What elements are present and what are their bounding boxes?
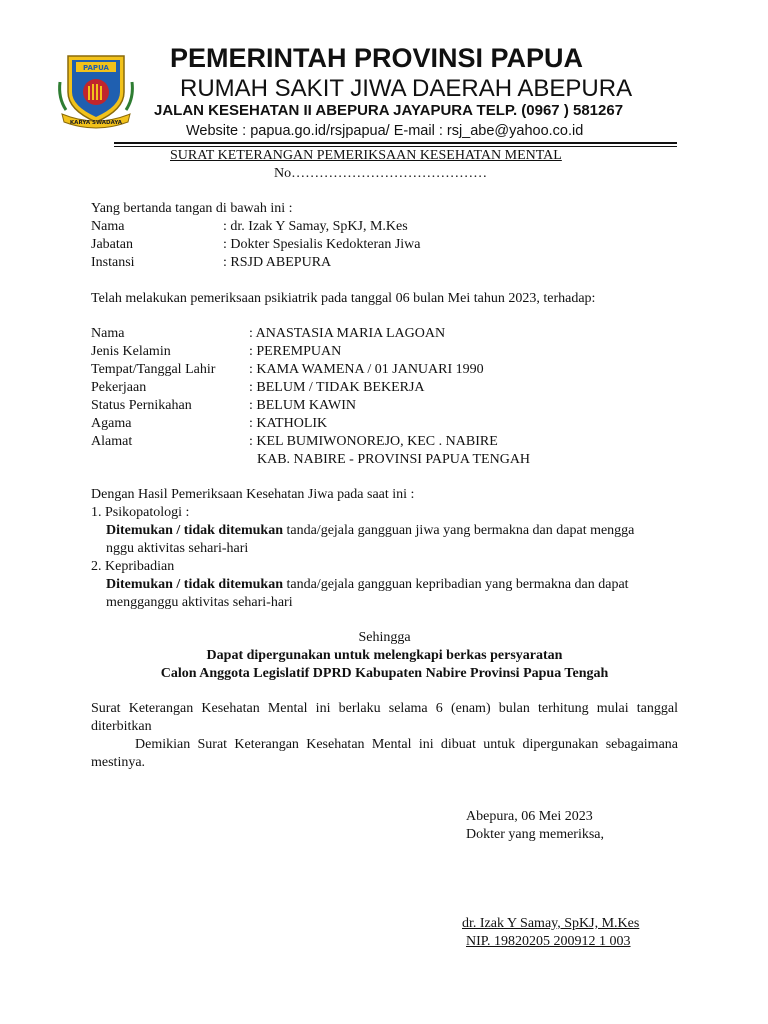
logo-ribbon-text: KARYA SWADAYA (69, 120, 123, 126)
patient-label-occupation: Pekerjaan (91, 380, 147, 395)
patient-label-marital: Status Pernikahan (91, 398, 192, 413)
patient-value-address: : KEL BUMIWONOREJO, KEC . NABIRE (249, 434, 498, 449)
validity-statement: Surat Keterangan Kesehatan Mental ini berlaku selama 6 (enam) bulan terhitung mulai tanggal diterbitkan (91, 701, 678, 734)
header-address: JALAN KESEHATAN II ABEPURA JAYAPURA TELP. (0967 ) 581267 (154, 102, 624, 119)
signer-value-institution: : RSJD ABEPURA (223, 255, 332, 270)
patient-value-marital: : BELUM KAWIN (249, 398, 356, 413)
results-item1-line2: nggu aktivitas sehari-hari (106, 541, 249, 556)
results-item1-label: 1. Psikopatologi : (91, 505, 190, 520)
results-item2-label: 2. Kepribadian (91, 559, 175, 574)
signer-value-position: : Dokter Spesialis Kedokteran Jiwa (223, 237, 421, 252)
letter-title: SURAT KETERANGAN PEMERIKSAAN KESEHATAN MENTAL (170, 148, 562, 163)
results-item2-rest: tanda/gejala gangguan kepribadian yang bermakna dan dapat (282, 577, 629, 592)
header-government: PEMERINTAH PROVINSI PAPUA (170, 43, 584, 73)
patient-value-gender: : PEREMPUAN (249, 344, 342, 359)
results-item2-text (106, 576, 629, 594)
results-item1-text (106, 522, 634, 540)
patient-value-name: : ANASTASIA MARIA LAGOAN (249, 326, 446, 341)
patient-value-religion: : KATHOLIK (249, 416, 328, 431)
signature-place-date: Abepura, 06 Mei 2023 (466, 809, 593, 824)
patient-label-birth: Tempat/Tanggal Lahir (91, 362, 216, 377)
signer-label-position: Jabatan (91, 237, 133, 252)
results-item2-line2: mengganggu aktivitas sehari-hari (106, 595, 293, 610)
exam-statement: Telah melakukan pemeriksaan psikiatrik pada tanggal 06 bulan Mei tahun 2023, terhadap: (91, 291, 596, 306)
signature-nip: NIP. 19820205 200912 1 003 (466, 934, 631, 949)
patient-value-birth: : KAMA WAMENA / 01 JANUARI 1990 (249, 362, 484, 377)
results-intro: Dengan Hasil Pemeriksaan Kesehatan Jiwa pada saat ini : (91, 487, 415, 502)
closing-statement: Demikian Surat Keterangan Kesehatan Mental ini dibuat untuk dipergunakan sebagaimana mestinya. (91, 737, 678, 770)
signer-label-name: Nama (91, 219, 125, 234)
patient-value-address-line2: KAB. NABIRE - PROVINSI PAPUA TENGAH (257, 452, 531, 467)
signer-intro: Yang bertanda tangan di bawah ini : (91, 201, 293, 216)
letter-number: No…………………………………… (274, 166, 488, 181)
signature-role: Dokter yang memeriksa, (466, 827, 605, 842)
signature-name: dr. Izak Y Samay, SpKJ, M.Kes (462, 916, 640, 931)
patient-label-religion: Agama (91, 416, 132, 431)
signer-value-name: : dr. Izak Y Samay, SpKJ, M.Kes (223, 219, 408, 234)
patient-label-gender: Jenis Kelamin (91, 344, 171, 359)
patient-value-occupation: : BELUM / TIDAK BEKERJA (249, 380, 425, 395)
patient-label-name: Nama (91, 326, 125, 341)
signer-label-institution: Instansi (91, 255, 135, 270)
logo-text-top: PAPUA (83, 64, 109, 72)
patient-label-address: Alamat (91, 434, 133, 449)
conclusion-sehingga: Sehingga (358, 630, 411, 645)
conclusion-line2: Calon Anggota Legislatif DPRD Kabupaten Nabire Provinsi Papua Tengah (160, 666, 609, 681)
conclusion-line1: Dapat dipergunakan untuk melengkapi berkas persyaratan (206, 648, 563, 663)
header-contact: Website : papua.go.id/rsjpapua/ E-mail : rsj_abe@yahoo.co.id (186, 123, 584, 139)
results-item1-bold: Ditemukan / tidak ditemukan (106, 523, 283, 538)
results-item2-bold: Ditemukan / tidak ditemukan (106, 577, 283, 592)
papua-province-logo (56, 48, 136, 134)
header-rule-thick (114, 142, 677, 144)
results-item1-rest: tanda/gejala gangguan jiwa yang bermakna dan dapat mengga (282, 523, 635, 538)
header-hospital-name: RUMAH SAKIT JIWA DAERAH ABEPURA (180, 75, 633, 102)
